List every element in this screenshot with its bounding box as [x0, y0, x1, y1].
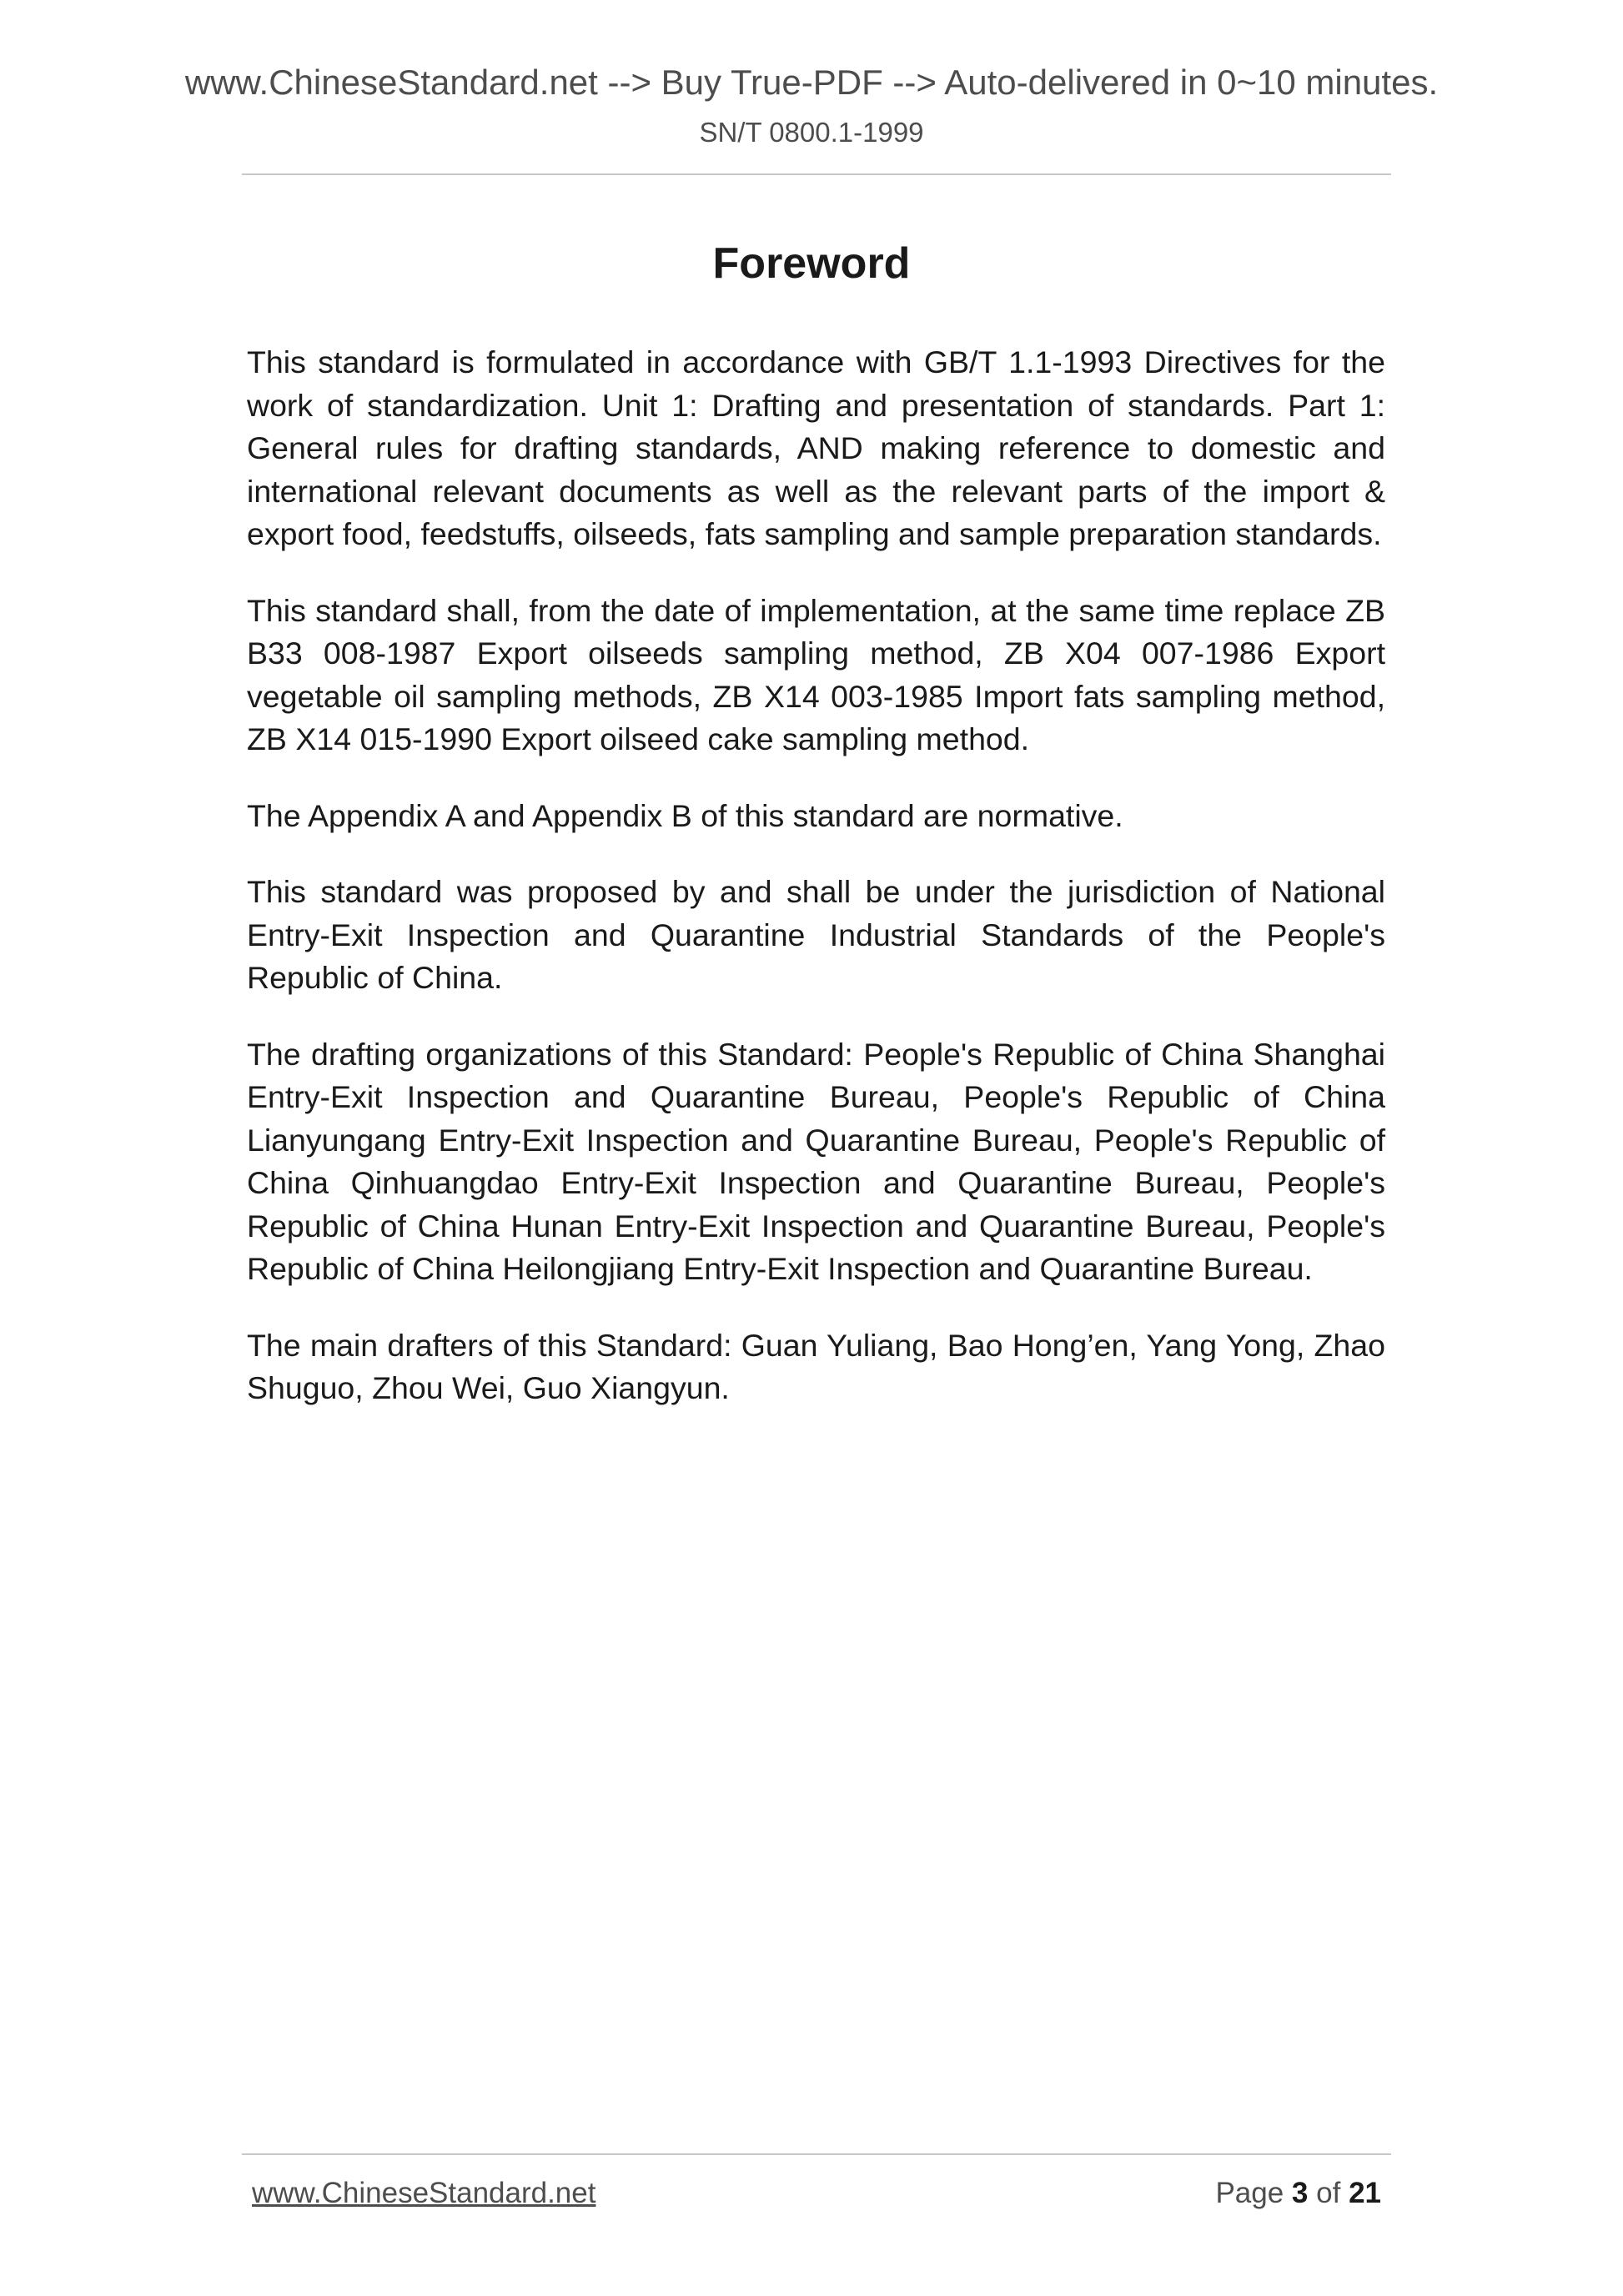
top-banner-link[interactable]: www.ChineseStandard.net --> Buy True-PDF --> Auto-delivered in 0~10 minutes.	[184, 63, 1439, 102]
paragraph-appendix: The Appendix A and Appendix B of this standard are normative.	[247, 797, 1123, 833]
header-divider	[242, 173, 1391, 175]
footer-website-link[interactable]: www.ChineseStandard.net	[252, 2177, 596, 2209]
paragraph-formulation: This standard is formulated in accordance with GB/T 1.1-1993 Directives for the work of standardization. Unit 1: Drafting and presentation of standards. Part 1: General rules for drafting standards, AND making reference to domestic and international relevant documents as well as the relevant parts of the import & export food, feedstuffs, oilseeds, fats sampling and sample preparation standards.	[247, 344, 1385, 551]
paragraph-jurisdiction: This standard was proposed by and shall be under the jurisdiction of National Entry-Exit Inspection and Quarantine Industrial Standards of the People's Republic of China.	[247, 874, 1385, 995]
document-code: SN/T 0800.1-1999	[699, 117, 924, 148]
page-prefix: Page	[1215, 2177, 1284, 2209]
page-current: 3	[1291, 2177, 1309, 2209]
page-title: Foreword	[712, 239, 911, 288]
page-of: of	[1316, 2177, 1341, 2209]
paragraph-drafting-organizations: The drafting organizations of this Standard: People's Republic of China Shanghai Entry-Exit Inspection and Quarantine Bureau, People's Republic of China Lianyungang Entry-Exit Inspection and Quarantine Bureau, People's Republic of China Qinhuangdao Entry-Exit Inspection and Quarantine Bureau, People's Republic of China Hunan Entry-Exit Inspection and Quarantine Bureau, People's Republic of China Heilongjiang Entry-Exit Inspection and Quarantine Bureau.	[247, 1036, 1385, 1286]
page-number	[1215, 2178, 1381, 2208]
footer-divider	[242, 2153, 1391, 2155]
paragraph-drafters: The main drafters of this Standard: Guan Yuliang, Bao Hong’en, Yang Yong, Zhao Shuguo, Zhou Wei, Guo Xiangyun.	[247, 1327, 1385, 1405]
page-total: 21	[1349, 2177, 1381, 2209]
paragraph-replacement: This standard shall, from the date of implementation, at the same time replace ZB B33 008-1987 Export oilseeds sampling method, ZB X04 007-1986 Export vegetable oil sampling methods, ZB X14 003-1985 Import fats sampling method, ZB X14 015-1990 Export oilseed cake sampling method.	[247, 592, 1385, 756]
foreword-body	[247, 341, 1385, 1444]
